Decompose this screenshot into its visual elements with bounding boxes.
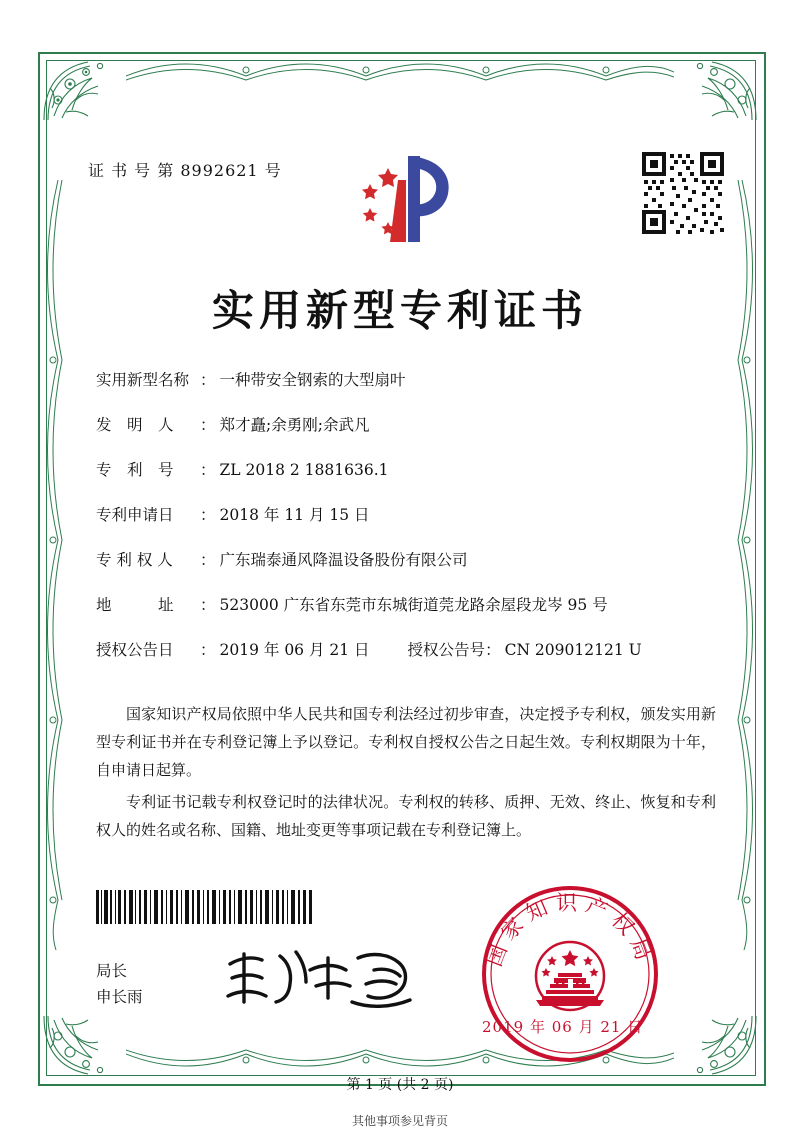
signature-title: 局长 bbox=[96, 962, 128, 980]
field-label: 实用新型名称 bbox=[96, 371, 190, 389]
field-value-grant-number: CN 209012121 U bbox=[504, 641, 642, 659]
field-separator: ： bbox=[200, 371, 216, 389]
field-row-address bbox=[96, 593, 716, 615]
field-label: 专 利 号 bbox=[96, 461, 174, 479]
field-separator: ： bbox=[200, 416, 216, 434]
field-row-inventor bbox=[96, 413, 716, 435]
field-value-inventor: 郑才矗;余勇刚;余武凡 bbox=[219, 416, 370, 434]
legal-text bbox=[96, 700, 716, 848]
field-row-application-date bbox=[96, 503, 716, 525]
page-number: 第 1 页 (共 2 页) bbox=[346, 1077, 454, 1093]
field-separator: ： bbox=[200, 596, 216, 614]
seal-date: 2019 年 06 月 21 日 bbox=[482, 1018, 644, 1036]
field-separator: ： bbox=[200, 641, 216, 659]
certificate-number: 证 书 号 第 8992621 号 bbox=[88, 161, 282, 180]
field-value-application-date: 2018 年 11 月 15 日 bbox=[219, 506, 370, 524]
field-row-invention-name bbox=[96, 368, 716, 390]
field-list bbox=[96, 368, 716, 683]
border-edge-ornament-icon bbox=[126, 56, 674, 84]
field-value-patentee: 广东瑞泰通风降温设备股份有限公司 bbox=[219, 551, 468, 569]
field-separator: ： bbox=[485, 641, 501, 659]
signature-block bbox=[96, 958, 143, 1010]
svg-text:国家知识产权局: 国家知识产权局 bbox=[481, 891, 659, 970]
field-value-grant-date: 2019 年 06 月 21 日 bbox=[219, 641, 370, 659]
field-label: 专利申请日 bbox=[96, 506, 174, 524]
handwritten-signature-icon bbox=[218, 940, 428, 1014]
footer-note: 其他事项参见背页 bbox=[351, 1114, 448, 1128]
corner-ornament-icon bbox=[674, 1012, 760, 1082]
field-label: 发 明 人 bbox=[96, 416, 174, 434]
official-seal-icon bbox=[476, 880, 664, 1068]
field-row-patent-number bbox=[96, 458, 716, 480]
field-label: 专 利 权 人 bbox=[96, 551, 173, 569]
field-separator: ： bbox=[200, 551, 216, 569]
field-row-grant-announcement bbox=[96, 638, 716, 660]
field-label-grant-number: 授权公告号 bbox=[407, 641, 486, 659]
barcode-icon bbox=[96, 890, 312, 924]
corner-ornament-icon bbox=[40, 54, 126, 124]
field-separator: ： bbox=[200, 461, 216, 479]
corner-ornament-icon bbox=[40, 1012, 126, 1082]
field-value-patent-number: ZL 2018 2 1881636.1 bbox=[219, 461, 389, 479]
page-title: 实用新型专利证书 bbox=[211, 286, 588, 335]
corner-ornament-icon bbox=[674, 54, 760, 124]
field-value-invention-name: 一种带安全钢索的大型扇叶 bbox=[219, 371, 406, 389]
qr-code-icon bbox=[640, 150, 726, 236]
field-value-address: 523000 广东省东莞市东城街道莞龙路余屋段龙岑 95 号 bbox=[219, 596, 608, 614]
paragraph-grant: 国家知识产权局依照中华人民共和国专利法经过初步审查，决定授予专利权，颁发实用新型专利证书并在专利登记簿上予以登记。专利权自授权公告之日起生效。专利权期限为十年，自申请日起算。 bbox=[96, 705, 716, 779]
field-row-patentee bbox=[96, 548, 716, 570]
paragraph-register: 专利证书记载专利权登记时的法律状况。专利权的转移、质押、无效、终止、恢复和专利权人的姓名或名称、国籍、地址变更等事项记载在专利登记簿上。 bbox=[96, 793, 716, 839]
field-separator: ： bbox=[200, 506, 216, 524]
signature-name: 申长雨 bbox=[96, 988, 143, 1006]
field-label: 地 址 bbox=[96, 596, 174, 614]
field-label-grant-date: 授权公告日 bbox=[96, 641, 174, 659]
cnipa-logo-icon bbox=[348, 150, 460, 246]
